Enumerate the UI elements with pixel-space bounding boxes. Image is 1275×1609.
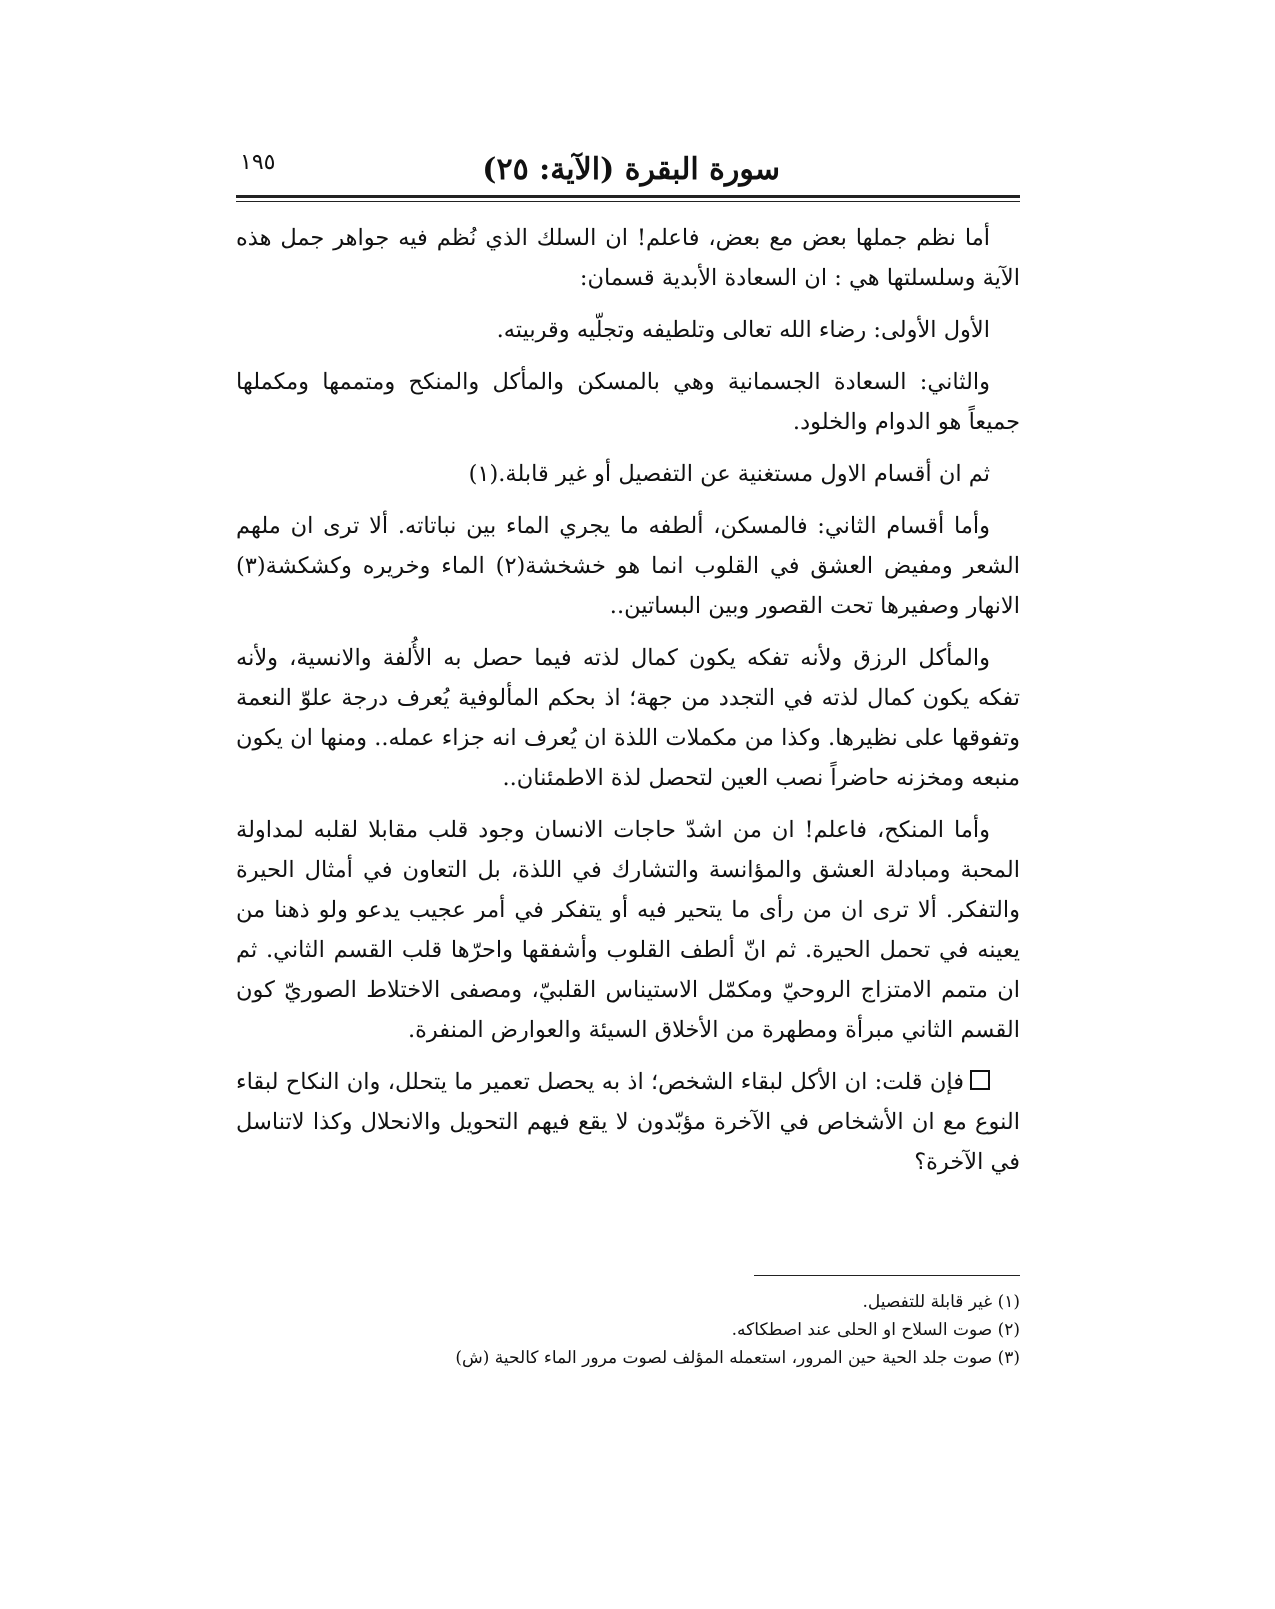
page-number: ١٩٥ — [240, 150, 276, 175]
paragraph: وأما أقسام الثاني: فالمسكن، ألطفه ما يجري الماء بين نباتاته. ألا ترى ان ملهم الشعر ومفيض العشق في القلوب انما هو خشخشة(٢) الماء وخريره وكشكشة(٣) الانهار وصفيرها تحت القصور وبين البساتين.. — [236, 513, 1020, 619]
square-bullet-icon — [970, 1070, 990, 1090]
paragraph: ثم ان أقسام الاول مستغنية عن التفصيل أو غير قابلة.(١) — [468, 461, 990, 487]
question-text: فإن قلت: ان الأكل لبقاء الشخص؛ اذ به يحصل تعمير ما يتحلل، وان النكاح لبقاء النوع مع ان الأشخاص في الآخرة مؤبّدون لا يقع فيهم التحويل والانحلال وكذا لاتناسل في الآخرة؟ — [236, 1069, 1020, 1175]
header-rule — [236, 195, 1020, 198]
question-paragraph — [236, 1062, 1020, 1182]
header-rule-thin — [236, 201, 1020, 202]
footnote: (١) غير قابلة للتفصيل. — [862, 1292, 1020, 1312]
footnote: (٣) صوت جلد الحية حين المرور، استعمله المؤلف لصوت مرور الماء كالحية (ش) — [455, 1348, 1020, 1368]
paragraph: والمأكل الرزق ولأنه تفكه يكون كمال لذته فيما حصل به الأُلفة والانسية، ولأنه تفكه يكون كمال لذته في التجدد من جهة؛ اذ بحكم المألوفية يُعرف درجة علوّ النعمة وتفوقها على نظيرها. وكذا من مكملات اللذة ان يُعرف انه جزاء عمله.. ومنها ان يكون منبعه ومخزنه حاضراً نصب العين لتحصل لذة الاطمئنان.. — [236, 645, 1020, 791]
footnote-separator — [754, 1275, 1020, 1276]
page-header — [240, 150, 1020, 196]
footnotes — [236, 1288, 1020, 1372]
paragraph: والثاني: السعادة الجسمانية وهي بالمسكن والمأكل والمنكح ومتممها ومكملها جميعاً هو الدوام والخلود. — [236, 369, 1020, 435]
paragraph: وأما المنكح، فاعلم! ان من اشدّ حاجات الانسان وجود قلب مقابلا لقلبه لمداولة المحبة ومبادلة العشق والمؤانسة والتشارك في اللذة، بل التعاون في أمثال الحيرة والتفكر. ألا ترى ان من رأى ما يتحير فيه أو يتفكر في أمر عجيب يدعو ولو ذهنا من يعينه في تحمل الحيرة. ثم انّ ألطف القلوب وأشفقها واحرّها قلب القسم الثاني. ثم ان متمم الامتزاج الروحيّ ومكمّل الاستيناس القلبيّ، ومصفى الاختلاط الصوريّ كون القسم الثاني مبرأة ومطهرة من الأخلاق السيئة والعوارض المنفرة. — [236, 817, 1020, 1043]
paragraph: الأول الأولى: رضاء الله تعالى وتلطيفه وتجلّيه وقربيته. — [496, 317, 990, 343]
paragraph: أما نظم جملها بعض مع بعض، فاعلم! ان السلك الذي نُظم فيه جواهر جمل هذه الآية وسلسلتها هي : ان السعادة الأبدية قسمان: — [236, 225, 1020, 291]
footnote: (٢) صوت السلاح او الحلى عند اصطكاكه. — [731, 1320, 1020, 1340]
running-title: سورة البقرة (الآية: ٢٥) — [482, 152, 780, 187]
main-text — [236, 218, 1020, 1194]
